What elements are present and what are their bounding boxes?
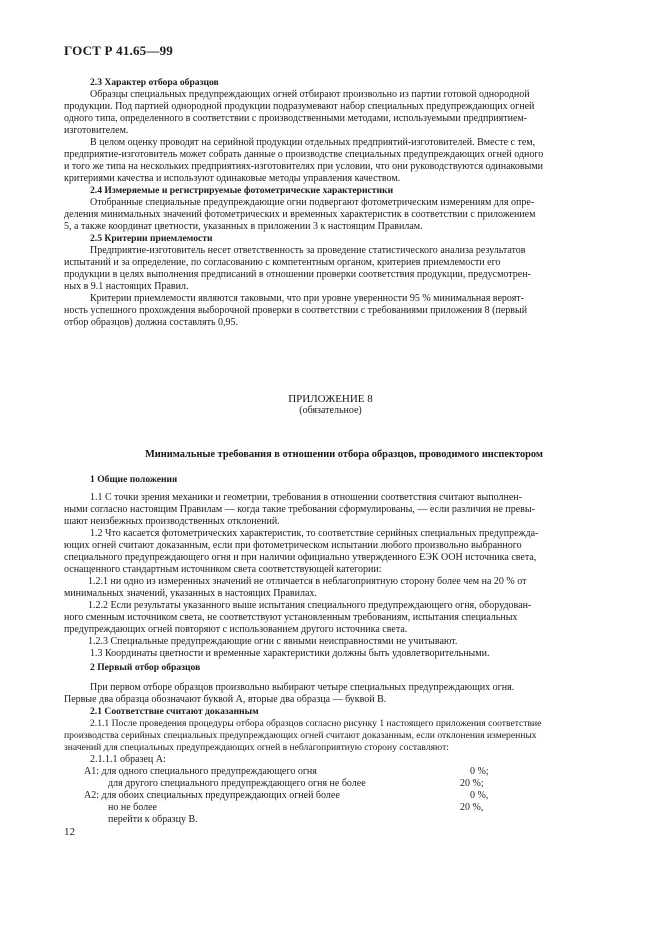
section-heading: 1 Общие положения	[90, 474, 178, 485]
criteria-value: 0 %,	[470, 790, 489, 801]
paragraph-line: продукции. Под партией однородной продукции подразумевают набор специальных предупреждающих огней	[64, 101, 535, 112]
paragraph-line: 1.2.2 Если результаты указанного выше испытания специального предупреждающего огня, оборудован-	[88, 600, 532, 611]
criteria-row	[108, 778, 598, 790]
section-1	[64, 474, 598, 660]
paragraph-line: 1.2.3 Специальные предупреждающие огни с явными неисправностями не учитывают.	[88, 636, 458, 647]
paragraph-line: одного типа, определенного в соответствии с производственными методами, используемыми предприятием-	[64, 113, 528, 124]
document-header: ГОСТ Р 41.65—99	[64, 43, 173, 58]
section-heading: 2.4 Измеряемые и регистрируемые фотометрические характеристики	[90, 185, 394, 196]
criteria-label: А2: для обоих специальных предупреждающих огней более	[84, 790, 340, 801]
paragraph-line: минимальных значений, указанных в настоящих Правилах.	[64, 588, 317, 599]
criteria-label: А1: для одного специального предупреждающего огня	[84, 766, 317, 777]
paragraph-line: Критерии приемлемости являются таковыми, что при уровне уверенности 95 % минимальная вероят-	[90, 293, 525, 304]
criteria-label: для другого специального предупреждающего огня не более	[108, 778, 366, 789]
paragraph-line: продукции в целях выполнения предписаний в отношении проверки соответствия продукции, предусмотрен-	[64, 269, 531, 280]
appendix-subtitle: (обязательное)	[299, 405, 362, 416]
paragraph-line: предприятие-изготовитель может собрать данные о производстве специальных предупреждающих огней одного	[64, 149, 544, 160]
criteria-label: перейти к образцу В.	[108, 814, 198, 825]
paragraph-line: ными согласно настоящим Правилам — когда такие требования сформулированы, — если различия не превы-	[64, 504, 535, 515]
page-number: 12	[64, 826, 75, 838]
paragraph-line: специального предупреждающего огня и при наличии официально утвержденного ЕЭК ООН источника света,	[64, 552, 537, 563]
criteria-value: 20 %,	[460, 802, 484, 813]
paragraph-line: испытаний и за определение, по согласованию с компетентным органом, критериев приемлемости его	[64, 257, 501, 268]
appendix-main-title: Минимальные требования в отношении отбора образцов, проводимого инспектором	[144, 449, 544, 460]
paragraph-line: шают неизбежных производственных отклонений.	[64, 516, 280, 527]
paragraph-line: В целом оценку проводят на серийной продукции отдельных предприятий-изготовителей. Вместе с тем,	[90, 137, 536, 148]
paragraph-line: 1.2 Что касается фотометрических характеристик, то соответствие серийных специальных предупрежда-	[90, 528, 539, 539]
criteria-label: но не более	[108, 802, 157, 813]
criteria-row	[84, 790, 598, 802]
paragraph-line: и того же типа на нескольких предприятиях-изготовителях при условии, что они руководствуются одинаковыми	[64, 161, 544, 172]
paragraph-line: 1.2.1 ни одно из измеренных значений не отличается в неблагоприятную сторону более чем на 20 % от	[88, 576, 527, 587]
paragraph-line: производства серийных специальных предупреждающих огней считают доказанным, если отклонения измеренных	[64, 730, 537, 741]
paragraph-line: ных в 9.1 настоящих Правил.	[64, 281, 189, 292]
paragraph-line: ного сменным источником света, не соответствуют установленным требованиям, испытания специальных	[64, 612, 518, 623]
paragraph-line: Отобранные специальные предупреждающие огни подвергают фотометрическим измерениям для опре-	[90, 197, 535, 208]
paragraph-line: Образцы специальных предупреждающих огней отбирают произвольно из партии готовой однородной	[90, 89, 530, 100]
paragraph-line: значений для специальных предупреждающих огней в неблагоприятную сторону составляют:	[64, 742, 449, 753]
criteria-row	[108, 814, 598, 826]
paragraph-line: изготовителем.	[64, 125, 129, 136]
paragraph-line: ность успешного прохождения выборочной проверки в соответствии с требованиями приложения 8 (первый	[64, 305, 528, 316]
subsection-heading: 2.1 Соответствие считают доказанным	[90, 706, 259, 717]
paragraph-line: 1.3 Координаты цветности и временные характеристики должны быть удовлетворительными.	[90, 648, 490, 659]
criteria-value: 20 %;	[460, 778, 484, 789]
paragraph-line: деления минимальных значений фотометрических и временных характеристик в соответствии с приложением	[64, 209, 536, 220]
paragraph-line: 5, а также координат цветности, указанных в приложении 3 к настоящим Правилам.	[64, 221, 423, 232]
sample-label: 2.1.1.1 образец А:	[90, 754, 166, 765]
section-2-3	[64, 77, 598, 329]
paragraph-line: 1.1 С точки зрения механики и геометрии, требования в отношении соответствия считают выполнен-	[90, 492, 522, 503]
section-heading: 2.3 Характер отбора образцов	[90, 77, 219, 88]
section-heading: 2 Первый отбор образцов	[90, 662, 201, 673]
criteria-value: 0 %;	[470, 766, 489, 777]
criteria-row	[84, 766, 598, 778]
appendix-title: ПРИЛОЖЕНИЕ 8	[288, 393, 373, 405]
paragraph-line: Предприятие-изготовитель несет ответственность за проведение статистического анализа результатов	[90, 245, 526, 256]
paragraph-line: Первые два образца обозначают буквой А, вторые два образца — буквой В.	[64, 694, 387, 705]
paragraph-line: отбор образцов) должна составлять 0,95.	[64, 317, 239, 328]
criteria-row	[108, 802, 598, 814]
paragraph-line: предупреждающих огней повторяют с использованием другого источника света.	[64, 624, 408, 635]
paragraph-line: При первом отборе образцов произвольно выбирают четыре специальных предупреждающих огня.	[90, 682, 515, 693]
paragraph-line: ющих огней считают доказанным, если при фотометрическом испытании любого произвольно выбранного	[64, 540, 522, 551]
paragraph-line: критериями качества и используют одинаковые методы управления качеством.	[64, 173, 401, 184]
paragraph-line: 2.1.1 После проведения процедуры отбора образцов согласно рисунку 1 настоящего приложения соответствие	[90, 718, 542, 729]
section-heading: 2.5 Критерии приемлемости	[90, 233, 213, 244]
paragraph-line: оснащенного стандартным источником света соответствующей категории:	[64, 564, 382, 575]
section-2	[64, 662, 598, 826]
